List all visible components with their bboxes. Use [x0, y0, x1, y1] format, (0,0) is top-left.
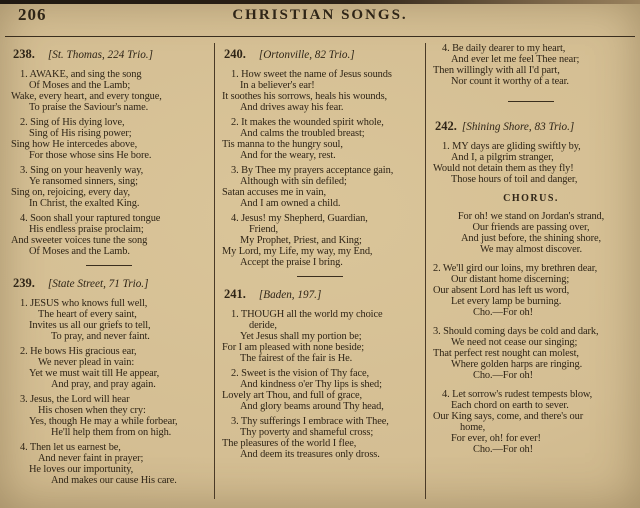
- verse-line: Our friends are passing over,: [472, 222, 590, 233]
- verse-line: And kindness o'er Thy lips is shed;: [240, 379, 382, 390]
- verse-line: The heart of every saint,: [38, 309, 137, 320]
- song-heading-238: [13, 45, 207, 63]
- song-heading-241: [224, 285, 418, 303]
- verse: [433, 326, 629, 381]
- verse-line: Cho.—For oh!: [473, 307, 533, 318]
- verse-line: 4. Let sorrow's rudest tempests blow,: [442, 389, 593, 400]
- section-divider: [297, 276, 343, 277]
- verse-line: Sing of His rising power;: [29, 128, 132, 139]
- verse-line: Cho.—For oh!: [473, 444, 533, 455]
- verse-line: That perfect rest nought can molest,: [433, 348, 579, 359]
- verse-line: Yes, though He may a while forbear,: [29, 416, 178, 427]
- song-heading-242: [435, 117, 629, 135]
- page-number: 206: [18, 5, 47, 24]
- song-number: 241.: [224, 287, 246, 301]
- verse: [222, 368, 418, 412]
- verse-line: Each chord on earth to sever.: [451, 400, 569, 411]
- verse-line: We may almost discover.: [480, 244, 582, 255]
- verse-line: 4. Soon shall your raptured tongue: [20, 213, 161, 224]
- verse-line: Then willingly with all I'd part,: [433, 65, 560, 76]
- verse: [222, 309, 418, 364]
- verse: [11, 117, 207, 161]
- verse-line: In a believer's ear!: [240, 80, 315, 91]
- chorus-heading: CHORUS.: [503, 193, 559, 204]
- verse-line: And sweeter voices tune the song: [11, 235, 148, 246]
- verse-line: Satan accuses me in vain,: [222, 187, 326, 198]
- verse-line: 2. Sing of His dying love,: [20, 117, 125, 128]
- verse: [11, 442, 207, 486]
- song-title: [Ortonville, 82 Trio.]: [258, 49, 355, 61]
- verse-line: 3. Thy sufferings I embrace with Thee,: [231, 416, 389, 427]
- verse-line: 4. Be daily dearer to my heart,: [442, 43, 566, 54]
- section-divider: [86, 265, 132, 266]
- verse-line: Friend,: [249, 224, 279, 235]
- verse-line: Yet Jesus shall my portion be;: [240, 331, 362, 342]
- verse-line: 2. Sweet is the vision of Thy face,: [231, 368, 369, 379]
- verse-line: 4. Then let us earnest be,: [20, 442, 121, 453]
- verse: [433, 141, 629, 185]
- page-title: CHRISTIAN SONGS.: [232, 7, 408, 23]
- song-number: 238.: [13, 47, 35, 61]
- verse-line: 1. How sweet the name of Jesus sounds: [231, 69, 392, 80]
- verse-line: His endless praise proclaim;: [29, 224, 144, 235]
- verse-line: 4. Jesus! my Shepherd, Guardian,: [231, 213, 368, 224]
- verse-line: And drives away his fear.: [240, 102, 344, 113]
- verse-line: Of Moses and the Lamb.: [29, 246, 130, 257]
- verse-line: And I, a pilgrim stranger,: [451, 152, 554, 163]
- verse-line: Our absent Lord has left us word,: [433, 285, 570, 296]
- verse-line: 1. AWAKE, and sing the song: [20, 69, 142, 80]
- verse-line: Invites us all our griefs to tell,: [29, 320, 151, 331]
- song-heading-240: [224, 45, 418, 63]
- verse-line: 2. We'll gird our loins, my brethren dear,: [433, 263, 598, 274]
- verse-line: The pleasures of the world I flee,: [222, 438, 357, 449]
- verse-line: Those hours of toil and danger,: [451, 174, 578, 185]
- verse-line: We never plead in vain:: [38, 357, 135, 368]
- verse: [222, 165, 418, 209]
- song-heading-239: [13, 274, 207, 292]
- verse-line: And calms the troubled breast;: [240, 128, 365, 139]
- song-number: 242.: [435, 119, 457, 133]
- verse-line: In Christ, the exalted King.: [29, 198, 140, 209]
- verse-line: Although with sin defiled;: [240, 176, 347, 187]
- song-title: [St. Thomas, 224 Trio.]: [47, 49, 153, 61]
- verse-line: And makes our cause His care.: [51, 475, 177, 486]
- verse-line: 2. It makes the wounded spirit whole,: [231, 117, 384, 128]
- verse-line: And glory beams around Thy head,: [240, 401, 384, 412]
- verse: [11, 165, 207, 209]
- verse-line: 3. By Thee my prayers acceptance gain,: [231, 165, 394, 176]
- column-2: [214, 43, 426, 499]
- song-title: [Baden, 197.]: [258, 289, 322, 301]
- verse-line: My Lord, my Life, my way, my End,: [222, 246, 373, 257]
- verse-line: Our distant home discerning;: [451, 274, 570, 285]
- song-number: 240.: [224, 47, 246, 61]
- verse-line: 3. Should coming days be cold and dark,: [433, 326, 599, 337]
- verse: [11, 69, 207, 113]
- verse-line: 1. MY days are gliding swiftly by,: [442, 141, 581, 152]
- song-number: 239.: [13, 276, 35, 290]
- verse-line: 2. He bows His gracious ear,: [20, 346, 137, 357]
- verse-line: Lovely art Thou, and full of grace,: [222, 390, 362, 401]
- verse: [11, 346, 207, 390]
- verse-line: For ever, oh! for ever!: [451, 433, 541, 444]
- verse-line: And ever let me feel Thee near;: [451, 54, 580, 65]
- verse-line: deride,: [249, 320, 277, 331]
- verse-line: Tis manna to the hungry soul,: [222, 139, 343, 150]
- verse-line: And just before, the shining shore,: [461, 233, 601, 244]
- verse: [11, 394, 207, 438]
- section-divider: [508, 101, 554, 102]
- verse: [433, 43, 629, 87]
- verse: [11, 213, 207, 257]
- verse-line: Cho.—For oh!: [473, 370, 533, 381]
- song-title: [Shining Shore, 83 Trio.]: [461, 121, 575, 133]
- verse-line: 1. THOUGH all the world my choice: [231, 309, 383, 320]
- verse-line: Wake, every heart, and every tongue,: [11, 91, 162, 102]
- verse-line: Of Moses and the Lamb;: [29, 80, 131, 91]
- verse: [222, 69, 418, 113]
- verse-line: And never faint in prayer;: [38, 453, 144, 464]
- verse-line: Thy poverty and shameful cross;: [240, 427, 374, 438]
- verse-line: home,: [460, 422, 486, 433]
- verse: [222, 213, 418, 268]
- verse: [222, 117, 418, 161]
- column-1: [4, 43, 214, 499]
- verse-line: Sing how He intercedes above,: [11, 139, 138, 150]
- verse-line: Sing on, rejoicing, every day,: [11, 187, 130, 198]
- verse-line: To pray, and never faint.: [51, 331, 150, 342]
- verse-line: Our King says, come, and there's our: [433, 411, 584, 422]
- verse-line: Ye ransomed sinners, sing;: [29, 176, 138, 187]
- hymn-columns: [0, 37, 640, 499]
- verse: [222, 416, 418, 460]
- verse-line: He loves our importunity,: [29, 464, 134, 475]
- song-title: [State Street, 71 Trio.]: [47, 278, 149, 290]
- verse-line: To praise the Saviour's name.: [29, 102, 149, 113]
- column-3: [426, 43, 636, 499]
- verse-line: And for the weary, rest.: [240, 150, 336, 161]
- verse-line: Would not detain them as they fly!: [433, 163, 574, 174]
- verse-line: He'll help them from on high.: [51, 427, 172, 438]
- page-header: [0, 0, 640, 33]
- verse: [433, 389, 629, 455]
- chorus: [433, 211, 629, 255]
- verse-line: We need not cease our singing;: [451, 337, 578, 348]
- verse-line: Nor count it worthy of a tear.: [451, 76, 569, 87]
- verse-line: And I am owned a child.: [240, 198, 341, 209]
- verse-line: His chosen when they cry:: [38, 405, 146, 416]
- verse: [11, 298, 207, 342]
- verse-line: 1. JESUS who knows full well,: [20, 298, 148, 309]
- verse-line: 3. Sing on your heavenly way,: [20, 165, 144, 176]
- verse-line: For oh! we stand on Jordan's strand,: [457, 211, 605, 222]
- verse-line: For those whose sins He bore.: [29, 150, 152, 161]
- verse-line: It soothes his sorrows, heals his wounds,: [222, 91, 388, 102]
- verse-line: For I am pleased with none beside;: [222, 342, 365, 353]
- verse-line: And deem its treasures only dross.: [240, 449, 380, 460]
- verse-line: Where golden harps are ringing.: [451, 359, 583, 370]
- verse-line: Yet we must wait till He appear,: [29, 368, 160, 379]
- verse-line: Accept the praise I bring.: [240, 257, 343, 268]
- verse-line: The fairest of the fair is He.: [240, 353, 353, 364]
- verse-line: 3. Jesus, the Lord will hear: [20, 394, 130, 405]
- verse-line: Let every lamp be burning.: [451, 296, 562, 307]
- verse-line: And pray, and pray again.: [51, 379, 156, 390]
- verse-line: My Prophet, Priest, and King;: [240, 235, 362, 246]
- verse: [433, 263, 629, 318]
